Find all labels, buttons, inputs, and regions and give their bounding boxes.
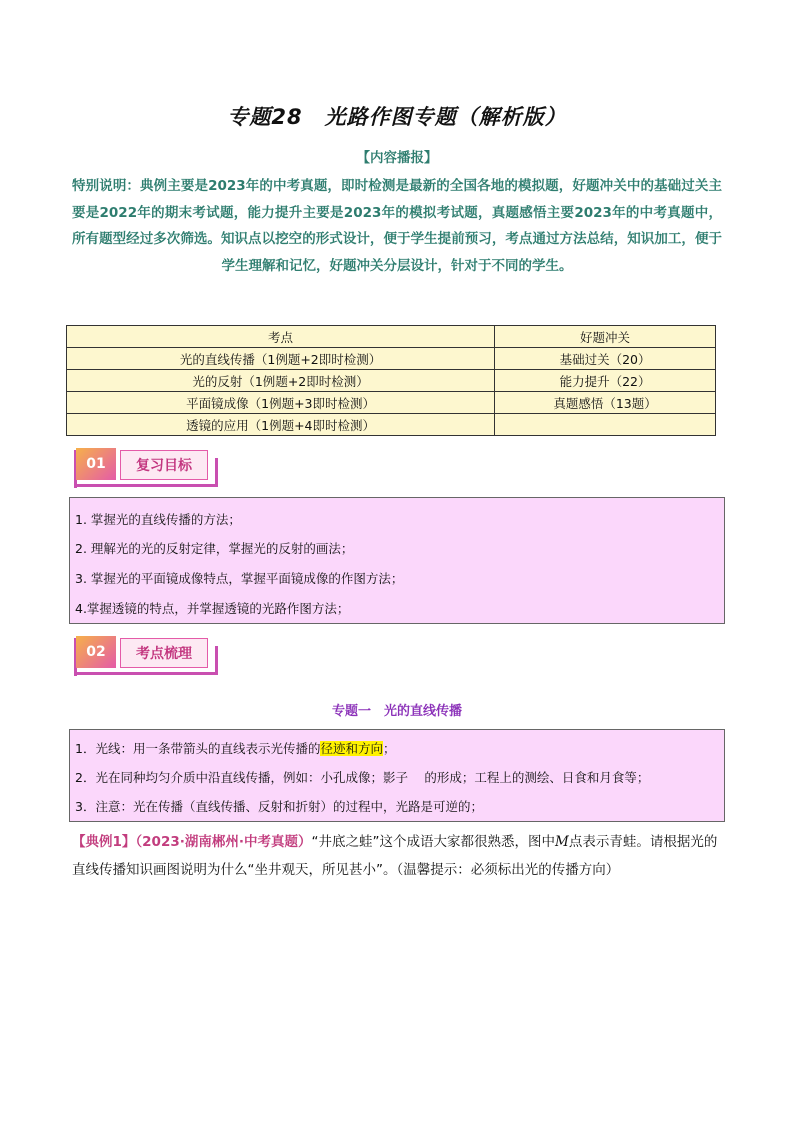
example-source: （2023·湖南郴州·中考真题） (135, 834, 312, 850)
topic-item (75, 739, 396, 757)
section-header-review-goals (76, 448, 226, 490)
topic-text: 1．光线：用一条带箭头的直线表示光传播的 (75, 741, 321, 756)
decor-bar (76, 672, 218, 675)
goal-item: 2. 理解光的光的反射定律，掌握光的反射的画法； (75, 541, 354, 556)
page-title: 专题28 光路作图专题（解析版） (227, 105, 567, 129)
content-broadcast-label: 【内容播报】 (356, 150, 438, 166)
goal-item: 4.掌握透镜的特点，并掌握透镜的光路作图方法； (75, 601, 350, 616)
summary-table (66, 325, 716, 436)
topic-title: 专题一 光的直线传播 (331, 704, 462, 719)
table-cell: 透镜的应用（1例题+4即时检测） (67, 414, 495, 436)
decor-bar (76, 484, 218, 487)
decor-bar (215, 458, 218, 487)
table-header-row (67, 326, 716, 348)
highlighted-text: 径迹和方向 (320, 741, 383, 756)
section-number-badge: 02 (76, 636, 116, 668)
table-cell: 真题感悟（13题） (495, 392, 716, 414)
table-row (67, 392, 716, 414)
table-cell: 平面镜成像（1例题+3即时检测） (67, 392, 495, 414)
topic-box (69, 729, 725, 822)
topic-item: 3．注意：光在传播（直线传播、反射和折射）的过程中，光路是可逆的； (75, 799, 483, 814)
example-tag: 【典例1】 (72, 834, 136, 850)
table-cell: 光的直线传播（1例题+2即时检测） (67, 348, 495, 370)
special-note: 特别说明：典例主要是2023年的中考真题，即时检测是最新的全国各地的模拟题，好题冲关中的基础过关主要是2022年的期末考试题，能力提升主要是2023年的模拟考试题，真题感悟主要2023年的中考真题中，所有题型经过多次筛选。知识点以挖空的形式设计，便于学生提前预习，考点通过方法总结，知识加工，便于学生理解和记忆，好题冲关分层设计，针对于不同的学生。 (72, 178, 722, 274)
section-header-key-points (76, 636, 226, 678)
example-text: 点表示青蛙。请根据光的直线传播知识画图说明为什么“坐井观天，所见甚小”。（温馨提示：必须标出光的传播方向） (72, 834, 718, 878)
table-row (67, 414, 716, 436)
goals-box (69, 497, 725, 624)
section-number-badge: 01 (76, 448, 116, 480)
table-header-cell: 考点 (67, 326, 495, 348)
example-question (72, 828, 722, 884)
goal-item: 3. 掌握光的平面镜成像特点，掌握平面镜成像的作图方法； (75, 571, 404, 586)
table-header-cell: 好题冲关 (495, 326, 716, 348)
goal-item: 1. 掌握光的直线传播的方法； (75, 512, 241, 527)
topic-item: 2．光在同种均匀介质中沿直线传播，例如：小孔成像；影子 的形成；工程上的测绘、日食和月食等； (75, 770, 650, 785)
section-label: 复习目标 (120, 450, 208, 480)
table-row (67, 348, 716, 370)
variable-m: M (555, 834, 569, 850)
example-text: “井底之蛙”这个成语大家都很熟悉，图中 (311, 834, 555, 850)
table-cell: 能力提升（22） (495, 370, 716, 392)
section-label: 考点梳理 (120, 638, 208, 668)
topic-text: ； (382, 741, 396, 756)
table-row (67, 370, 716, 392)
table-cell: 基础过关（20） (495, 348, 716, 370)
decor-bar (215, 646, 218, 675)
table-cell (495, 414, 716, 436)
table-cell: 光的反射（1例题+2即时检测） (67, 370, 495, 392)
